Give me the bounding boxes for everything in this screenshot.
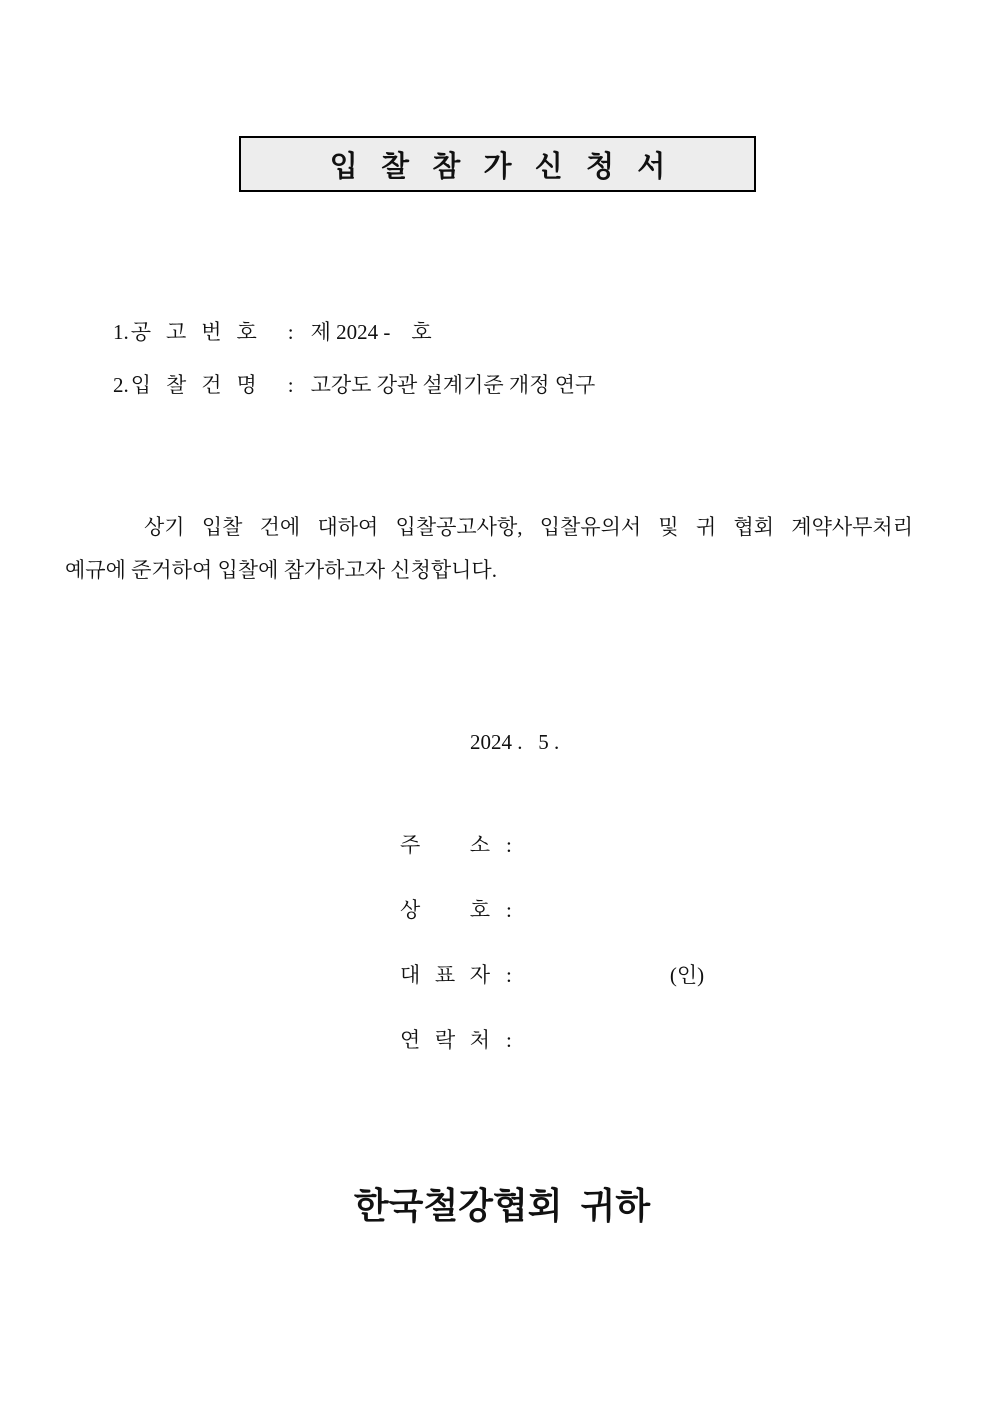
field-colon: : — [506, 898, 512, 922]
item-colon: : — [287, 373, 294, 397]
field-label: 연 락 처 — [400, 1028, 490, 1052]
recipient-line: 한국철강협회 귀하 — [353, 1186, 651, 1226]
company-name-row — [400, 897, 512, 923]
title-box — [239, 136, 756, 192]
contact-row — [400, 1027, 512, 1053]
item-label: 입 찰 건 명 — [130, 373, 257, 397]
field-label: 대 표 자 — [400, 963, 490, 987]
field-colon: : — [506, 833, 512, 857]
seal-mark: (인) — [669, 963, 705, 987]
field-label: 상 호 — [400, 898, 490, 922]
notice-number-row — [113, 319, 432, 345]
representative-row — [400, 962, 704, 988]
item-colon: : — [287, 320, 294, 344]
document-title: 입 찰 참 가 신 청 서 — [329, 150, 674, 183]
date-line: 2024 . 5 . — [470, 730, 560, 754]
paragraph-line: 상기 입찰 건에 대하여 입찰공고사항, 입찰유의서 및 귀 협회 계약사무처리 — [144, 515, 913, 539]
address-row — [400, 832, 512, 858]
item-number: 2. — [113, 373, 129, 397]
field-label: 주 소 — [400, 833, 490, 857]
field-colon: : — [506, 963, 512, 987]
paragraph-line: 예규에 준거하여 입찰에 참가하고자 신청합니다. — [65, 558, 497, 582]
notice-number-value: 제 2024 - 호 — [310, 320, 432, 344]
bid-name-value: 고강도 강관 설계기준 개정 연구 — [310, 373, 596, 397]
declaration-paragraph — [65, 506, 913, 592]
bid-name-row — [113, 372, 595, 398]
field-colon: : — [506, 1028, 512, 1052]
item-label: 공 고 번 호 — [130, 320, 257, 344]
item-number: 1. — [113, 320, 129, 344]
